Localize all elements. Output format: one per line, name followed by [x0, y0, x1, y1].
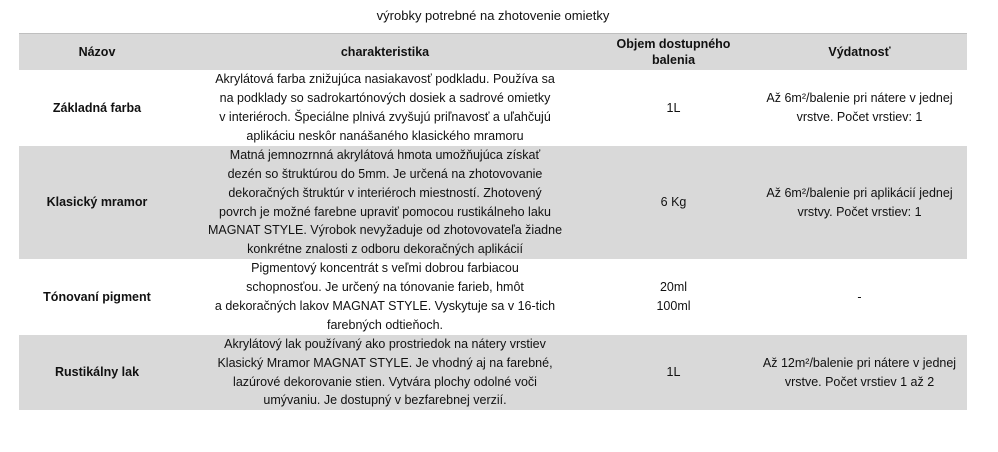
description-line: Akrylátová farba znižujúca nasiakavosť podkladu. Používa sa	[215, 72, 555, 87]
yield-line: vrstve. Počet vrstiev: 1	[796, 110, 923, 124]
product-yield	[752, 335, 967, 410]
volume-line: 20ml	[659, 280, 688, 295]
description-line: aplikáciu neskôr nanášaného klasického mramoru	[246, 128, 524, 143]
header-name: Názov	[19, 34, 175, 71]
yield-line: Až 12m²/balenie pri nátere v jednej	[762, 355, 957, 370]
description-line: Klasický Mramor MAGNAT STYLE. Je vhodný aj na farebné,	[217, 355, 553, 370]
volume-line: 1L	[666, 100, 681, 115]
table-row	[19, 335, 967, 410]
description-line: schopnosťou. Je určený na tónovanie farieb, hmôt	[246, 280, 524, 295]
table-caption: výrobky potrebné na zhotovenie omietky	[376, 8, 610, 23]
product-volume	[595, 146, 752, 259]
volume-line: 1L	[666, 365, 681, 380]
yield-line: Až 6m²/balenie pri nátere v jednej	[766, 91, 953, 106]
description-line: Pigmentový koncentrát s veľmi dobrou farbiacou	[251, 261, 519, 276]
product-volume	[595, 259, 752, 335]
yield-line: -	[857, 289, 862, 304]
description-line: v interiéroch. Špeciálne plnivá zvyšujú priľnavosť a uľahčujú	[219, 110, 551, 124]
product-yield	[752, 259, 967, 335]
product-name: Klasický mramor	[19, 146, 175, 259]
description-line: MAGNAT STYLE. Výrobok nevyžaduje od zhotovovateľa žiadne	[207, 223, 563, 238]
header-yield: Výdatnosť	[752, 34, 967, 71]
description-line: umývaniu. Je dostupný v bezfarebnej verzií.	[263, 393, 507, 408]
description-line: povrch je možné farebne upraviť pomocou rustikálneho laku	[219, 204, 551, 219]
table-row	[19, 146, 967, 259]
description-line: Matná jemnozrnná akrylátová hmota umožňujúca získať	[229, 148, 541, 163]
header-row	[19, 34, 967, 71]
product-volume	[595, 335, 752, 410]
description-line: lazúrové dekorovanie stien. Vytvára plochy odolné voči	[233, 374, 537, 389]
description-line: Akrylátový lak používaný ako prostriedok na nátery vrstiev	[224, 337, 546, 351]
products-table	[19, 33, 967, 410]
table-row	[19, 259, 967, 335]
table-row	[19, 70, 967, 146]
header-characteristics: charakteristika	[175, 34, 595, 71]
product-volume	[595, 70, 752, 146]
product-description	[175, 335, 595, 410]
product-yield	[752, 146, 967, 259]
product-name: Tónovaní pigment	[43, 289, 151, 304]
description-line: a dekoračných lakov MAGNAT STYLE. Vyskytuje sa v 16-tich	[214, 299, 556, 313]
header-volume: Objem dostupného balenia	[595, 34, 752, 71]
description-line: na podklady so sadrokartónových dosiek a sadrové omietky	[219, 91, 551, 106]
description-line: dezén so štruktúrou do 5mm. Je určená na zhotovovanie	[227, 166, 543, 181]
volume-line: 6 Kg	[660, 195, 687, 210]
product-name: Základná farba	[52, 100, 142, 115]
product-description	[175, 70, 595, 146]
description-line: konkrétne znalosti z odboru dekoračných aplikácií	[247, 242, 523, 257]
description-line: dekoračných štruktúr v interiéroch miestností. Zhotovený	[228, 185, 542, 200]
yield-line: Až 6m²/balenie pri aplikácií jednej	[766, 185, 953, 200]
volume-line: 100ml	[656, 299, 691, 313]
yield-line: vrstve. Počet vrstiev 1 až 2	[784, 374, 935, 389]
product-description	[175, 146, 595, 259]
description-line: farebných odtieňoch.	[326, 317, 444, 332]
product-description	[175, 259, 595, 335]
product-yield	[752, 70, 967, 146]
yield-line: vrstvy. Počet vrstiev: 1	[797, 204, 922, 219]
product-name: Rustikálny lak	[19, 335, 175, 410]
